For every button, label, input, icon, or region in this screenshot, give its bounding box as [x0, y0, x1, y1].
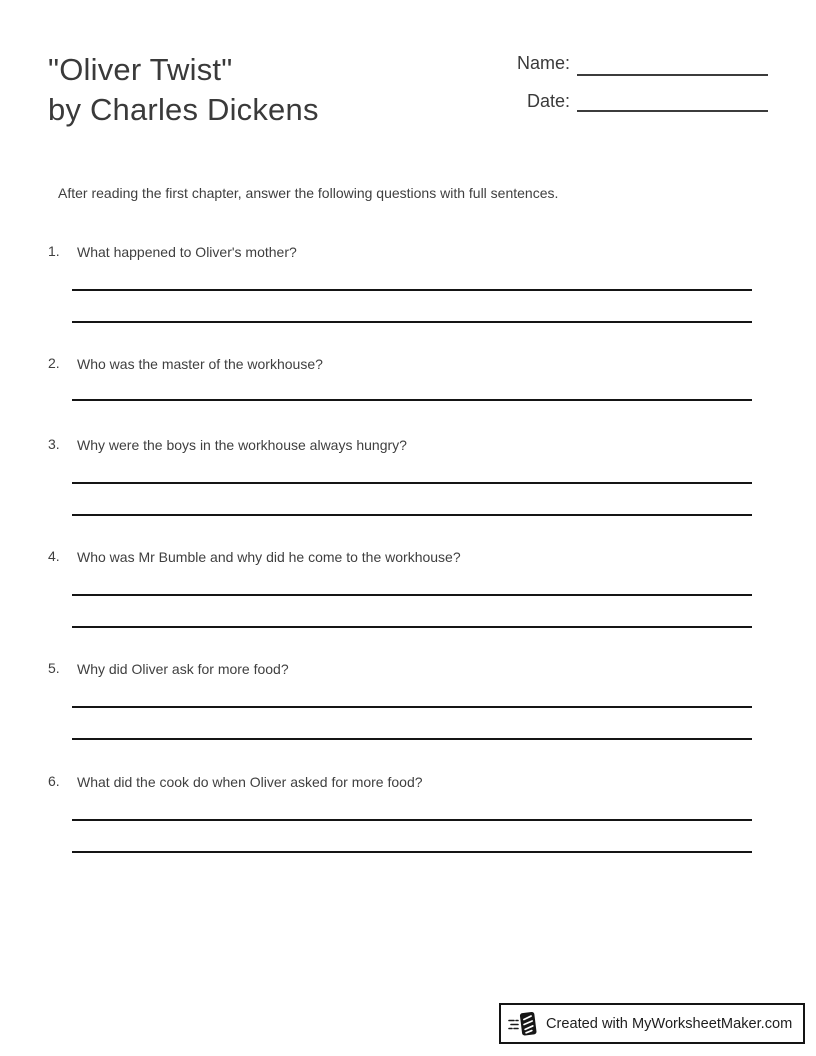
- name-label: Name:: [516, 53, 570, 73]
- question-text: Who was Mr Bumble and why did he come to the workhouse?: [77, 549, 461, 565]
- question-text: What did the cook do when Oliver asked for more food?: [77, 774, 423, 790]
- question-text: What happened to Oliver's mother?: [77, 244, 297, 260]
- answer-line: [72, 482, 752, 484]
- answer-line: [72, 706, 752, 708]
- answer-line: [72, 626, 752, 628]
- question-text: Why were the boys in the workhouse always hungry?: [77, 437, 407, 453]
- question-number: 5.: [48, 660, 60, 676]
- answer-line: [72, 819, 752, 821]
- answer-line: [72, 594, 752, 596]
- question-number: 4.: [48, 548, 60, 564]
- title-line-1: "Oliver Twist": [48, 52, 233, 87]
- title-line-2: by Charles Dickens: [48, 92, 319, 127]
- answer-line: [72, 514, 752, 516]
- question-text: Why did Oliver ask for more food?: [77, 661, 289, 677]
- flying-worksheet-icon: [508, 1010, 540, 1038]
- answer-line: [72, 289, 752, 291]
- question-number: 2.: [48, 355, 60, 371]
- date-label: Date:: [526, 91, 570, 111]
- answer-line: [72, 738, 752, 740]
- question-text: Who was the master of the workhouse?: [77, 356, 323, 372]
- question-number: 6.: [48, 773, 60, 789]
- question-number: 1.: [48, 243, 60, 259]
- credit-text: Created with MyWorksheetMaker.com: [546, 1015, 793, 1032]
- instructions-text: After reading the first chapter, answer the following questions with full sentences.: [58, 185, 559, 201]
- credit-badge: [499, 1003, 805, 1044]
- answer-line: [72, 321, 752, 323]
- answer-line: [72, 399, 752, 401]
- question-number: 3.: [48, 436, 60, 452]
- answer-line: [72, 851, 752, 853]
